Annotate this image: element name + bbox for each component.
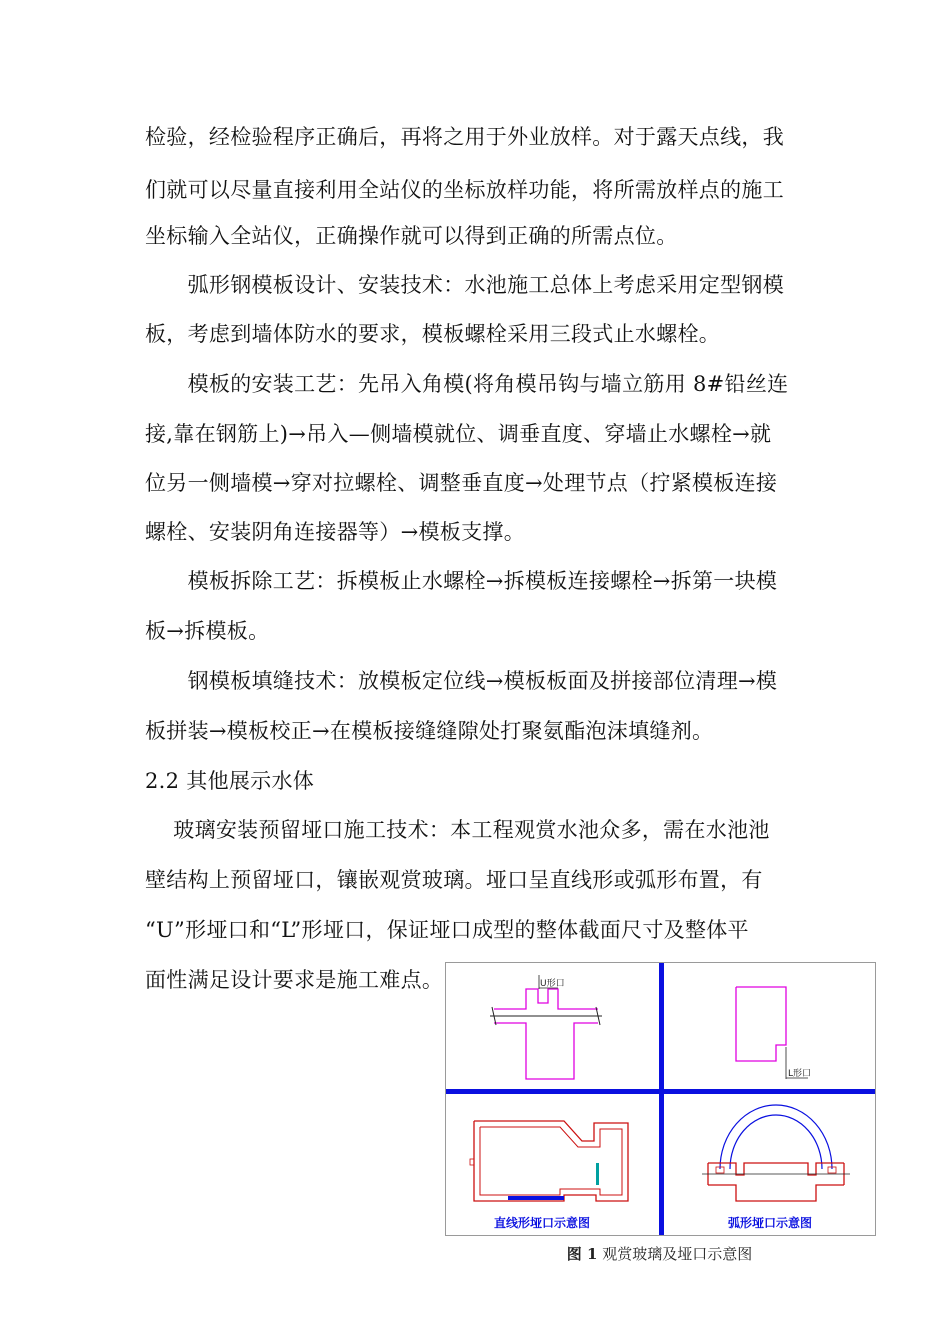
u-opening-detail (490, 975, 602, 1079)
figure-number: 图 1 (566, 1245, 598, 1263)
text-line: 位另一侧墙模→穿对拉螺栓、调整垂直度→处理节点（拧紧模板连接 (145, 471, 778, 495)
text-line: “U”形垭口和“L”形垭口，保证垭口成型的整体截面尺寸及整体平 (145, 918, 749, 942)
vertical-divider (659, 963, 664, 1235)
text-line: 板→拆模板。 (145, 619, 270, 643)
svg-text:U形口: U形口 (540, 979, 565, 989)
svg-text:弧形垭口示意图: 弧形垭口示意图 (728, 1216, 813, 1230)
text-line: 检验，经检验程序正确后，再将之用于外业放样。对于露天点线，我 (145, 125, 784, 149)
text-line: 接,靠在钢筋上)→吊入—侧墙模就位、调垂直度、穿墙止水螺栓→就 (145, 422, 772, 446)
text-line: 面性满足设计要求是施工难点。 (145, 968, 444, 992)
text-line: 板，考虑到墙体防水的要求，模板螺栓采用三段式止水螺栓。 (145, 322, 721, 346)
svg-text:直线形垭口示意图: 直线形垭口示意图 (494, 1216, 591, 1230)
text-line: 钢模板填缝技术：放模板定位线→模板板面及拼接部位清理→模 (145, 669, 778, 693)
text-line: 模板拆除工艺：拆模板止水螺栓→拆模板连接螺栓→拆第一块模 (145, 569, 778, 593)
text-line: 板拼装→模板校正→在模板接缝缝隙处打聚氨酯泡沫填缝剂。 (145, 719, 714, 743)
figure-caption-text: 观赏玻璃及垭口示意图 (597, 1245, 753, 1263)
text-line: 螺栓、安装阴角连接器等）→模板支撑。 (145, 520, 525, 544)
arc-opening-plan (702, 1105, 850, 1230)
text-line: 坐标输入全站仪，正确操作就可以得到正确的所需点位。 (145, 224, 678, 248)
text-line: 壁结构上预留垭口，镶嵌观赏玻璃。垭口呈直线形或弧形布置，有 (145, 868, 763, 892)
text-line: 弧形钢模板设计、安装技术：水池施工总体上考虑采用定型钢模 (145, 273, 784, 297)
figure-drawing (446, 963, 875, 1235)
text-line: 玻璃安装预留垭口施工技术：本工程观赏水池众多，需在水池池 (145, 818, 770, 842)
figure-opening-diagram (445, 962, 876, 1236)
text-line: 模板的安装工艺：先吊入角模(将角模吊钩与墙立筋用 8#铅丝连 (145, 372, 789, 396)
section-heading: 2.2 其他展示水体 (145, 769, 315, 793)
figure-caption (445, 1243, 874, 1264)
svg-text:L形口: L形口 (788, 1069, 812, 1079)
straight-opening-plan (470, 1121, 628, 1230)
text-line: 们就可以尽量直接利用全站仪的坐标放样功能，将所需放样点的施工 (145, 178, 784, 202)
l-opening-detail (736, 987, 811, 1079)
